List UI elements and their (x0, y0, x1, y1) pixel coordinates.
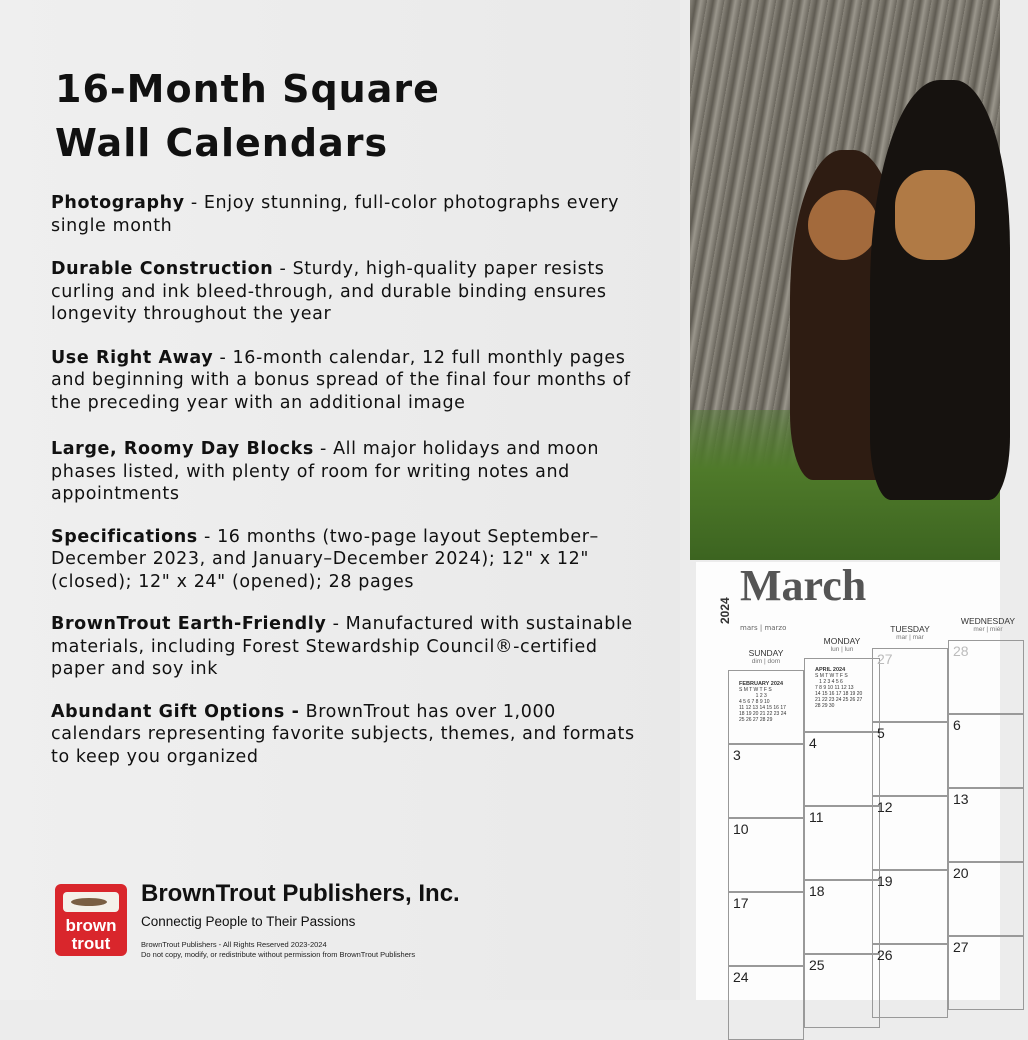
day-number: 4 (809, 735, 817, 751)
day-cell (728, 966, 804, 1040)
day-cell (728, 892, 804, 966)
day-number: 6 (953, 717, 961, 733)
day-number: 5 (877, 725, 885, 741)
day-cell (804, 806, 880, 880)
dog-photo (690, 0, 1000, 560)
title-line-2: Wall Calendars (55, 121, 389, 165)
adult-dog-figure (870, 80, 1010, 500)
feature-text: - Sturdy, high-quality paper resists curling and ink bleed-through, and durable binding ensures longevity throughout the year (51, 259, 607, 324)
day-cell (728, 744, 804, 818)
day-name: TUESDAY (890, 624, 930, 634)
day-number: 13 (953, 791, 969, 807)
mini-calendar-april (815, 667, 862, 709)
day-cell (872, 944, 948, 1018)
feature-text: - Manufactured with sustainable materials, including Forest Stewardship Council®-certified paper and soy ink (51, 614, 633, 679)
feature-title: Use Right Away (51, 347, 214, 368)
feature-durable (51, 258, 651, 326)
browntrout-logo (55, 884, 127, 956)
calendar-year: 2024 (718, 597, 732, 624)
trout-icon (63, 892, 119, 912)
day-header-tuesday (872, 624, 948, 641)
legal-notice (141, 940, 415, 960)
feature-title: Large, Roomy Day Blocks (51, 439, 314, 459)
feature-title: Abundant Gift Options - (51, 701, 300, 722)
page-title (55, 62, 440, 170)
feature-title: Durable Construction (51, 259, 274, 279)
day-cell (872, 870, 948, 944)
feature-title: Specifications (51, 526, 198, 547)
mini-days: S M T W T F S 1 2 3 4 5 6 7 8 9 10 11 12 13 14 15 16 17 18 19 20 21 22 23 24 25 26 27 28 29 30 (815, 673, 863, 709)
legal-line-2: Do not copy, modify, or redistribute without permission from BrownTrout Publishers (141, 950, 416, 959)
title-line-1: 16-Month Square (55, 67, 440, 111)
day-sub: mar | mar (896, 634, 924, 641)
calendar-month: March (740, 561, 867, 610)
day-cell (948, 862, 1024, 936)
day-name: MONDAY (823, 636, 861, 646)
feature-specifications (51, 526, 651, 594)
day-number: 27 (877, 651, 893, 667)
feature-text: - 16 months (two-page layout September–December 2023, and January–December 2024); 12" x 12" (closed); 12" x 24" (opened); 28 pages (51, 526, 599, 592)
day-number: 25 (809, 957, 825, 973)
mini-title: APRIL 2024 (815, 667, 846, 673)
calendar-month-sub: mars | marzo (740, 624, 787, 632)
day-sub: mer | miér (973, 626, 1003, 633)
day-number: 17 (733, 895, 749, 911)
feature-title: Photography (51, 193, 185, 213)
day-cell (948, 936, 1024, 1010)
day-cell (948, 714, 1024, 788)
day-number: 10 (733, 821, 749, 837)
feature-text: BrownTrout has over 1,000 calendars representing favorite subjects, themes, and formats to keep you organized (51, 701, 635, 767)
legal-line-1: BrownTrout Publishers - All Rights Reserved 2023-2024 (141, 940, 327, 949)
day-header-monday (804, 636, 880, 653)
day-cell (948, 788, 1024, 862)
day-cell (872, 796, 948, 870)
feature-photography (51, 192, 651, 237)
company-tagline: Connectig People to Their Passions (141, 914, 356, 929)
day-cell (728, 670, 804, 744)
day-header-wednesday (950, 616, 1026, 633)
company-name: BrownTrout Publishers, Inc. (141, 880, 460, 907)
feature-day-blocks (51, 438, 651, 506)
feature-use-right-away (51, 347, 651, 415)
mini-title: FEBRUARY 2024 (739, 681, 784, 687)
day-sub: dim | dom (751, 658, 781, 665)
feature-gift-options (51, 701, 651, 769)
day-number: 27 (953, 939, 969, 955)
day-number: 3 (733, 747, 741, 763)
day-header-sunday (728, 648, 804, 665)
logo-text-trout: trout (71, 934, 111, 953)
day-number: 12 (877, 799, 893, 815)
day-cell (948, 640, 1024, 714)
day-name: WEDNESDAY (960, 616, 1016, 626)
day-cell (804, 880, 880, 954)
feature-text: - Enjoy stunning, full-color photographs every single month (51, 193, 620, 236)
day-cell (804, 954, 880, 1028)
day-number: 18 (809, 883, 825, 899)
day-sub: lun | lun (830, 646, 854, 653)
mini-days: S M T W T F S 1 2 3 4 5 6 7 8 9 10 11 12 13 14 15 16 17 18 19 20 21 22 23 24 25 26 27 28 29 (739, 687, 787, 723)
calendar-page (696, 561, 1016, 1000)
day-cell (872, 722, 948, 796)
logo-text-brown: brown (65, 916, 117, 935)
day-cell (728, 818, 804, 892)
feature-title: BrownTrout Earth-Friendly (51, 614, 327, 634)
feature-text: - All major holidays and moon phases listed, with plenty of room for writing notes and appointments (51, 439, 600, 504)
day-name: SUNDAY (748, 648, 784, 658)
mini-calendar-february (739, 681, 786, 723)
feature-text: - 16-month calendar, 12 full monthly pages and beginning with a bonus spread of the final four months of the preceding year with an additional image (51, 347, 631, 413)
day-number: 26 (877, 947, 893, 963)
day-number: 19 (877, 873, 893, 889)
day-number: 24 (733, 969, 749, 985)
day-number: 28 (953, 643, 969, 659)
feature-list (51, 192, 651, 768)
day-number: 11 (809, 809, 824, 825)
day-cell (804, 732, 880, 806)
day-number: 20 (953, 865, 969, 881)
feature-earth-friendly (51, 613, 651, 681)
day-cell (804, 658, 880, 732)
day-cell (872, 648, 948, 722)
